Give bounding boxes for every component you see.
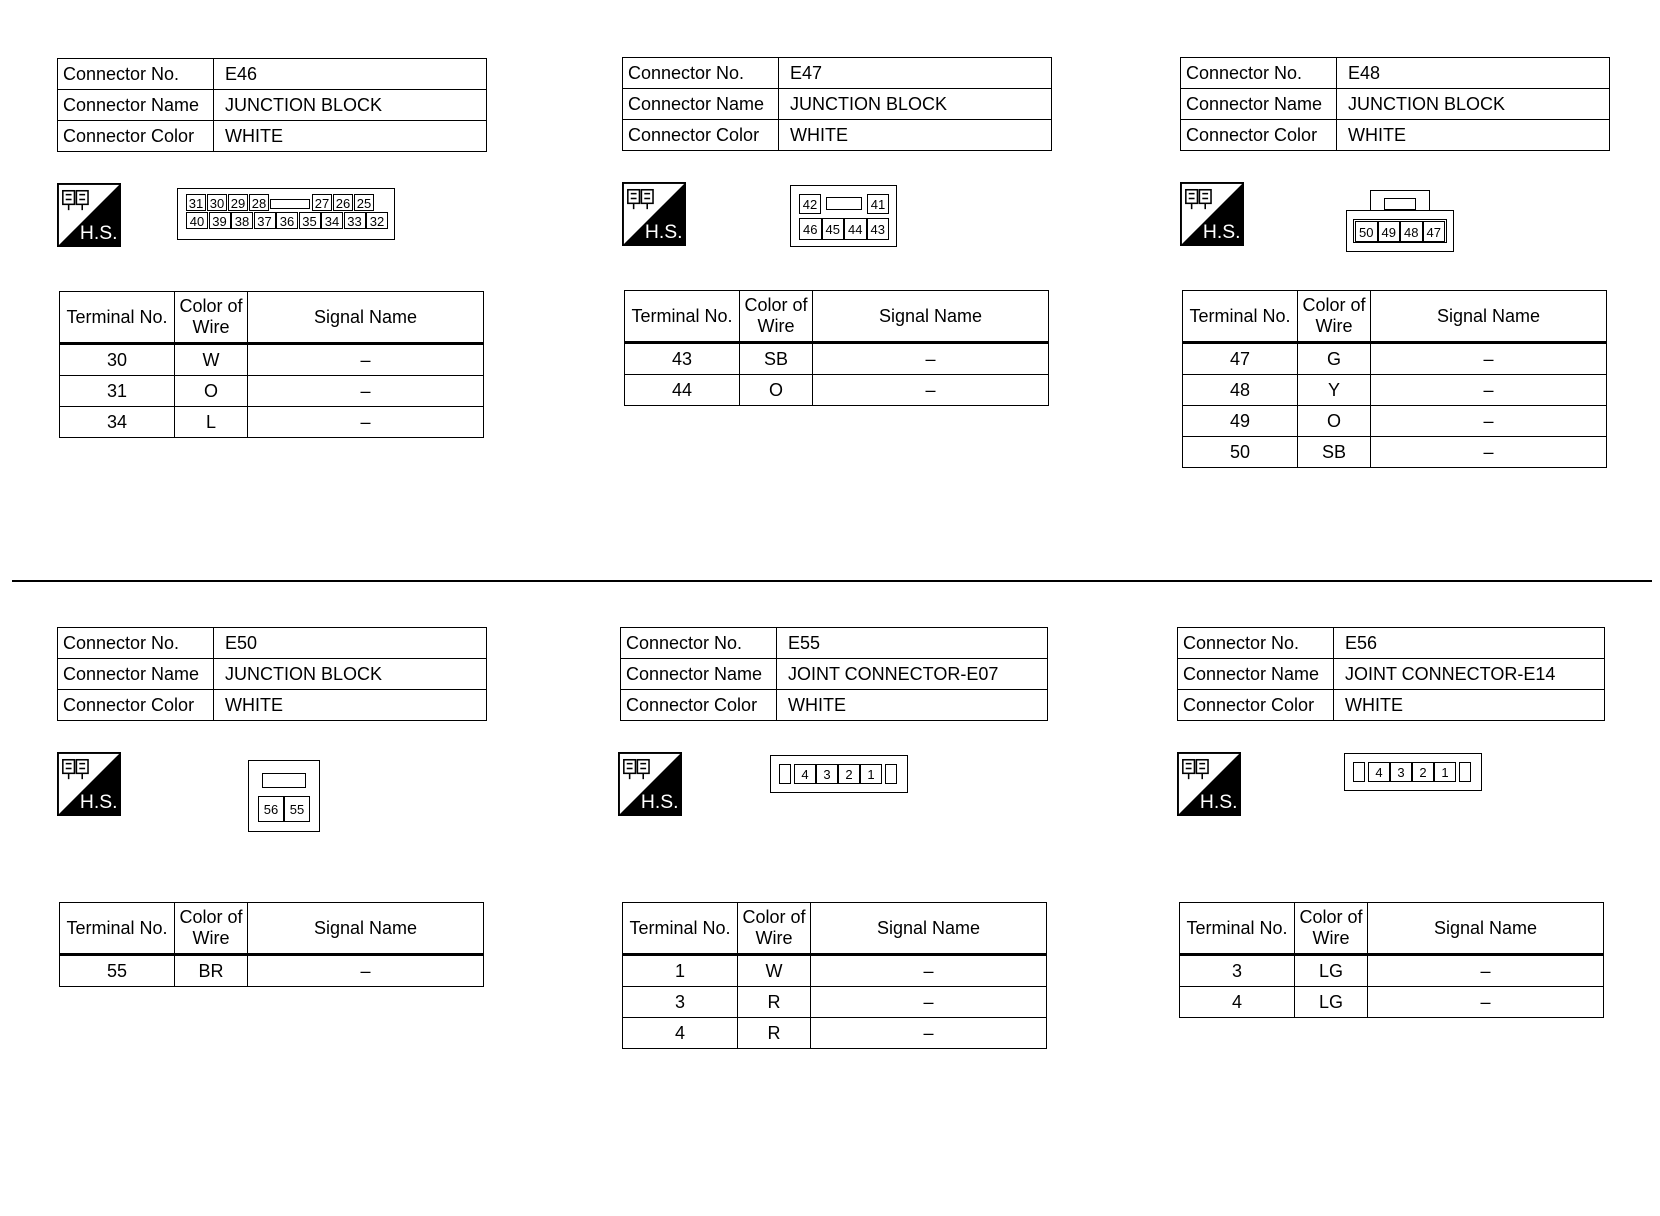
lock-left <box>779 764 791 784</box>
signal-name-cell: – <box>1371 375 1607 406</box>
connector-no-label: Connector No. <box>1178 628 1334 659</box>
lock-right <box>1459 762 1471 782</box>
signal-name-cell: – <box>1368 987 1604 1018</box>
connector-no-row <box>1181 58 1610 89</box>
wire-color-header-line2: Wire <box>755 928 793 948</box>
pin-56: 56 <box>258 796 284 822</box>
wire-color-header-line2: Wire <box>192 317 230 337</box>
connector-info-table <box>1177 627 1605 721</box>
connector-name-row <box>58 90 487 121</box>
wire-color-header <box>1298 291 1371 343</box>
harness-side-icon <box>57 752 121 816</box>
terminal-table-header <box>623 903 1047 955</box>
wire-color-header-line1: Color of <box>1302 295 1366 315</box>
terminal-no-cell: 3 <box>1180 955 1295 987</box>
connector-diagram <box>1346 190 1454 252</box>
connector-diagram <box>790 185 897 247</box>
connector-color-label: Connector Color <box>623 120 779 151</box>
hs-label: H.S. <box>644 221 683 244</box>
wire-color-cell: W <box>738 955 811 987</box>
terminal-row <box>60 955 484 987</box>
connector-no-label: Connector No. <box>58 59 214 90</box>
signal-name-cell: – <box>248 344 484 376</box>
connector-name-label: Connector Name <box>1181 89 1337 120</box>
pin-38: 38 <box>231 212 253 229</box>
terminal-row <box>623 1018 1047 1049</box>
terminal-table-header <box>60 292 484 344</box>
connector-no-value: E48 <box>1337 58 1610 89</box>
terminal-no-cell: 1 <box>623 955 738 987</box>
latch-slot <box>826 197 862 210</box>
terminal-no-cell: 34 <box>60 407 175 438</box>
harness-side-icon <box>1180 182 1244 246</box>
connector-panel-e48 <box>1180 57 1610 557</box>
terminal-no-header: Terminal No. <box>1180 903 1295 955</box>
connector-no-row <box>623 58 1052 89</box>
connector-panel-e50 <box>57 627 487 1127</box>
signal-name-header: Signal Name <box>813 291 1049 343</box>
terminal-table <box>1182 290 1607 468</box>
signal-name-cell: – <box>248 955 484 987</box>
wire-color-header-line1: Color of <box>744 295 808 315</box>
pin-2: 2 <box>838 764 860 784</box>
connector-no-row <box>1178 628 1605 659</box>
connector-info-table <box>57 58 487 152</box>
pin-48: 48 <box>1400 221 1423 242</box>
signal-name-header: Signal Name <box>1368 903 1604 955</box>
connector-diagram <box>177 188 395 240</box>
connector-color-row <box>623 120 1052 151</box>
connector-no-row <box>621 628 1048 659</box>
connector-color-label: Connector Color <box>621 690 777 721</box>
wire-color-header <box>1295 903 1368 955</box>
connector-no-row <box>58 628 487 659</box>
connector-name-label: Connector Name <box>1178 659 1334 690</box>
connector-color-row <box>1181 120 1610 151</box>
pin-50: 50 <box>1355 221 1378 242</box>
terminal-no-cell: 50 <box>1183 437 1298 468</box>
pin-31: 31 <box>186 194 206 211</box>
signal-name-header: Signal Name <box>248 292 484 344</box>
terminal-row <box>623 987 1047 1018</box>
connector-name-row <box>621 659 1048 690</box>
terminal-table <box>622 902 1047 1049</box>
latch-slot <box>262 773 306 788</box>
pin-1: 1 <box>1434 762 1456 782</box>
connector-name-row <box>58 659 487 690</box>
wire-color-header-line1: Color of <box>742 907 806 927</box>
pin-34: 34 <box>321 212 343 229</box>
connector-no-value: E46 <box>214 59 487 90</box>
terminal-row <box>60 344 484 376</box>
connector-no-value: E56 <box>1334 628 1605 659</box>
connector-name-row <box>1178 659 1605 690</box>
harness-side-icon <box>618 752 682 816</box>
terminal-row <box>1183 406 1607 437</box>
connector-name-value: JOINT CONNECTOR-E07 <box>777 659 1048 690</box>
connector-color-value: WHITE <box>214 690 487 721</box>
pin-40: 40 <box>186 212 208 229</box>
terminal-no-header: Terminal No. <box>625 291 740 343</box>
connector-color-value: WHITE <box>214 121 487 152</box>
pin-4: 4 <box>794 764 816 784</box>
terminal-table-header <box>1183 291 1607 343</box>
pin-47: 47 <box>1423 221 1446 242</box>
signal-name-cell: – <box>811 955 1047 987</box>
pin-36: 36 <box>276 212 298 229</box>
wire-color-cell: R <box>738 1018 811 1049</box>
terminal-row <box>623 955 1047 987</box>
wire-color-cell: SB <box>740 343 813 375</box>
pin-37: 37 <box>254 212 276 229</box>
connector-panel-e46 <box>57 58 487 558</box>
connector-color-row <box>58 690 487 721</box>
connector-color-label: Connector Color <box>1181 120 1337 151</box>
signal-name-cell: – <box>248 407 484 438</box>
signal-name-cell: – <box>811 1018 1047 1049</box>
terminal-no-header: Terminal No. <box>623 903 738 955</box>
connector-info-table <box>620 627 1048 721</box>
hs-label: H.S. <box>79 222 118 245</box>
pin-25: 25 <box>354 194 374 211</box>
connector-no-label: Connector No. <box>623 58 779 89</box>
terminal-table-header <box>60 903 484 955</box>
wire-color-header-line1: Color of <box>179 296 243 316</box>
wire-color-header <box>738 903 811 955</box>
pin-43: 43 <box>867 218 890 240</box>
connector-no-label: Connector No. <box>58 628 214 659</box>
signal-name-cell: – <box>1371 406 1607 437</box>
hs-label: H.S. <box>1202 221 1241 244</box>
connector-color-label: Connector Color <box>1178 690 1334 721</box>
wire-color-header-line2: Wire <box>1315 316 1353 336</box>
connector-panel-e47 <box>622 57 1052 557</box>
hs-label: H.S. <box>640 791 679 814</box>
wire-color-cell: L <box>175 407 248 438</box>
connector-name-value: JOINT CONNECTOR-E14 <box>1334 659 1605 690</box>
signal-name-cell: – <box>248 376 484 407</box>
connector-diagram <box>770 755 908 793</box>
signal-name-header: Signal Name <box>811 903 1047 955</box>
harness-side-icon <box>1177 752 1241 816</box>
connector-info-table <box>1180 57 1610 151</box>
terminal-no-cell: 49 <box>1183 406 1298 437</box>
pin-42: 42 <box>799 194 821 214</box>
connector-name-label: Connector Name <box>58 90 214 121</box>
terminal-no-header: Terminal No. <box>60 903 175 955</box>
wire-color-cell: LG <box>1295 955 1368 987</box>
terminal-row <box>1180 955 1604 987</box>
terminal-no-cell: 47 <box>1183 343 1298 375</box>
lock-right <box>885 764 897 784</box>
signal-name-header: Signal Name <box>248 903 484 955</box>
wire-color-header-line2: Wire <box>757 316 795 336</box>
signal-name-cell: – <box>813 375 1049 406</box>
connector-name-row <box>1181 89 1610 120</box>
terminal-row <box>60 407 484 438</box>
lock-left <box>1353 762 1365 782</box>
section-divider <box>12 580 1652 582</box>
terminal-no-header: Terminal No. <box>60 292 175 344</box>
terminal-table <box>624 290 1049 406</box>
connector-no-value: E50 <box>214 628 487 659</box>
connector-no-label: Connector No. <box>1181 58 1337 89</box>
terminal-row <box>1183 375 1607 406</box>
hs-label: H.S. <box>79 791 118 814</box>
terminal-table <box>59 902 484 987</box>
terminal-row <box>1183 343 1607 375</box>
wire-color-cell: SB <box>1298 437 1371 468</box>
connector-name-value: JUNCTION BLOCK <box>779 89 1052 120</box>
wire-color-header-line2: Wire <box>1312 928 1350 948</box>
pin-55: 55 <box>284 796 310 822</box>
pin-49: 49 <box>1378 221 1401 242</box>
connector-name-label: Connector Name <box>58 659 214 690</box>
terminal-no-cell: 48 <box>1183 375 1298 406</box>
pin-45: 45 <box>822 218 845 240</box>
terminal-no-header: Terminal No. <box>1183 291 1298 343</box>
pin-39: 39 <box>209 212 231 229</box>
connector-color-row <box>621 690 1048 721</box>
wire-color-cell: O <box>175 376 248 407</box>
wire-color-header-line2: Wire <box>192 928 230 948</box>
pin-35: 35 <box>299 212 321 229</box>
terminal-no-cell: 4 <box>1180 987 1295 1018</box>
wire-color-cell: W <box>175 344 248 376</box>
terminal-table-header <box>625 291 1049 343</box>
terminal-no-cell: 43 <box>625 343 740 375</box>
signal-name-cell: – <box>1371 343 1607 375</box>
connector-color-row <box>58 121 487 152</box>
connector-color-value: WHITE <box>779 120 1052 151</box>
terminal-no-cell: 3 <box>623 987 738 1018</box>
connector-diagram <box>248 760 320 832</box>
wire-color-header <box>175 292 248 344</box>
signal-name-cell: – <box>1371 437 1607 468</box>
signal-name-cell: – <box>1368 955 1604 987</box>
pin-3: 3 <box>816 764 838 784</box>
pin-44: 44 <box>844 218 867 240</box>
terminal-no-cell: 4 <box>623 1018 738 1049</box>
terminal-table-header <box>1180 903 1604 955</box>
terminal-no-cell: 31 <box>60 376 175 407</box>
terminal-row <box>625 375 1049 406</box>
connector-color-value: WHITE <box>1334 690 1605 721</box>
wire-color-cell: G <box>1298 343 1371 375</box>
signal-name-cell: – <box>811 987 1047 1018</box>
connector-color-value: WHITE <box>777 690 1048 721</box>
terminal-row <box>625 343 1049 375</box>
connector-body <box>1346 210 1454 252</box>
terminal-row <box>1183 437 1607 468</box>
pin-46: 46 <box>799 218 822 240</box>
pin-1: 1 <box>860 764 882 784</box>
pin-33: 33 <box>344 212 366 229</box>
harness-side-icon <box>57 183 121 247</box>
wire-color-header <box>175 903 248 955</box>
pin-27: 27 <box>312 194 332 211</box>
terminal-row <box>60 376 484 407</box>
connector-no-label: Connector No. <box>621 628 777 659</box>
terminal-table <box>59 291 484 438</box>
pin-41: 41 <box>867 194 889 214</box>
connector-color-row <box>1178 690 1605 721</box>
pin-29: 29 <box>228 194 248 211</box>
signal-name-header: Signal Name <box>1371 291 1607 343</box>
pin-28: 28 <box>249 194 269 211</box>
connector-info-table <box>622 57 1052 151</box>
signal-name-cell: – <box>813 343 1049 375</box>
wire-color-header-line1: Color of <box>179 907 243 927</box>
latch-slot <box>1384 198 1416 210</box>
connector-info-table <box>57 627 487 721</box>
connector-panel-e55 <box>620 627 1050 1127</box>
connector-no-row <box>58 59 487 90</box>
connector-diagram <box>1344 753 1482 791</box>
terminal-no-cell: 55 <box>60 955 175 987</box>
connector-name-value: JUNCTION BLOCK <box>214 659 487 690</box>
terminal-no-cell: 44 <box>625 375 740 406</box>
terminal-no-cell: 30 <box>60 344 175 376</box>
pin-32: 32 <box>366 212 388 229</box>
connector-name-label: Connector Name <box>623 89 779 120</box>
connector-no-value: E47 <box>779 58 1052 89</box>
pin-3: 3 <box>1390 762 1412 782</box>
wire-color-header <box>740 291 813 343</box>
pin-30: 30 <box>207 194 227 211</box>
wire-color-header-line1: Color of <box>1299 907 1363 927</box>
wire-color-cell: Y <box>1298 375 1371 406</box>
wire-color-cell: BR <box>175 955 248 987</box>
wire-color-cell: O <box>740 375 813 406</box>
wire-color-cell: R <box>738 987 811 1018</box>
wire-color-cell: LG <box>1295 987 1368 1018</box>
connector-color-label: Connector Color <box>58 690 214 721</box>
connector-color-label: Connector Color <box>58 121 214 152</box>
connector-name-row <box>623 89 1052 120</box>
hs-label: H.S. <box>1199 791 1238 814</box>
harness-side-icon <box>622 182 686 246</box>
pin-4: 4 <box>1368 762 1390 782</box>
pin-26: 26 <box>333 194 353 211</box>
terminal-row <box>1180 987 1604 1018</box>
connector-name-label: Connector Name <box>621 659 777 690</box>
latch-slot <box>270 199 310 209</box>
connector-panel-e56 <box>1177 627 1607 1127</box>
connector-name-value: JUNCTION BLOCK <box>214 90 487 121</box>
wire-color-cell: O <box>1298 406 1371 437</box>
connector-no-value: E55 <box>777 628 1048 659</box>
connector-name-value: JUNCTION BLOCK <box>1337 89 1610 120</box>
connector-color-value: WHITE <box>1337 120 1610 151</box>
terminal-table <box>1179 902 1604 1018</box>
pin-2: 2 <box>1412 762 1434 782</box>
